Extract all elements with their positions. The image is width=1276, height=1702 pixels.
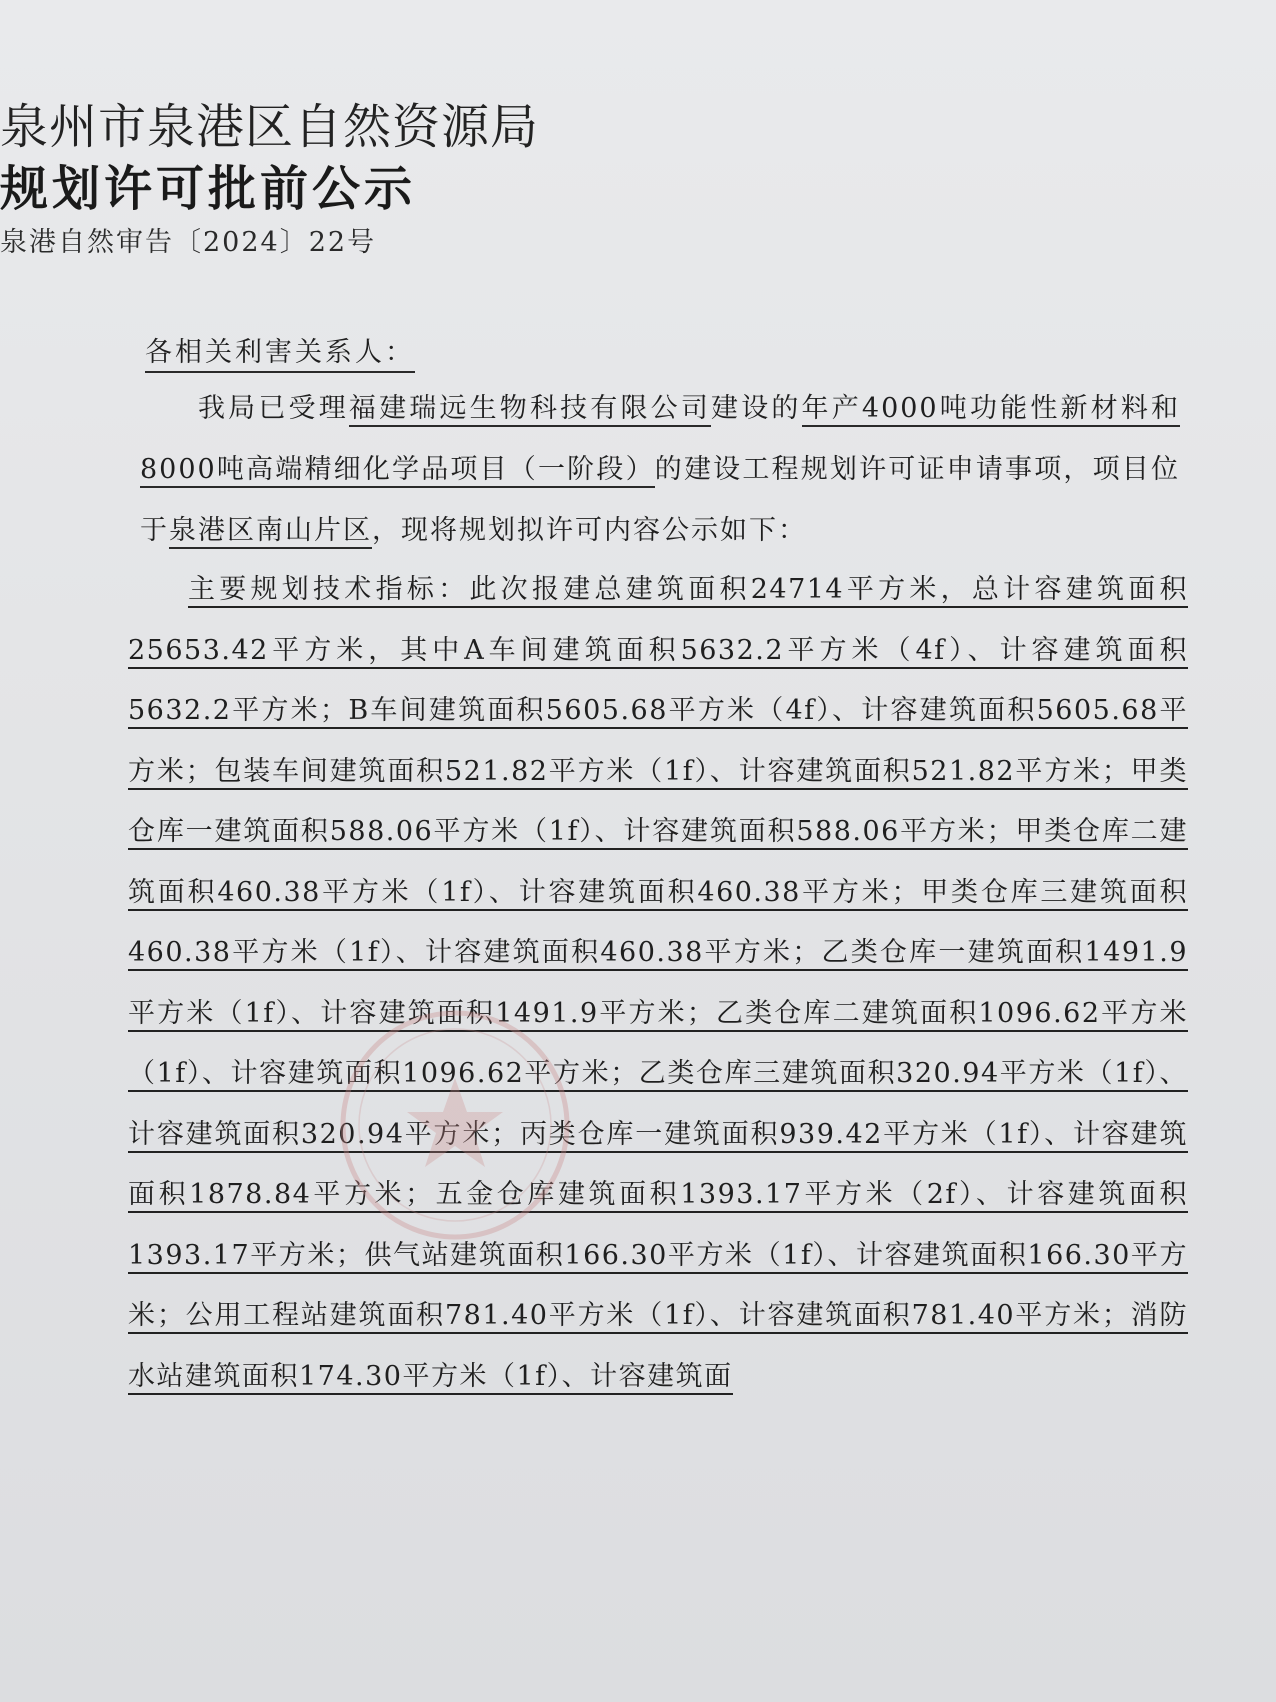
project-name: 年产4000吨功能性新材料和8000吨高端精细化学品项目（一阶段）	[140, 393, 1180, 488]
official-seal-stamp	[330, 1000, 580, 1250]
intro-text-b: 建设的	[711, 393, 802, 424]
intro-text-d: ，现将规划拟许可内容公示如下：	[372, 515, 807, 546]
intro-text-a: 我局已受理	[198, 393, 349, 424]
intro-text-c: 的建设工程规划许可证申请事项，项目位于	[140, 454, 1181, 546]
technical-indicators-text: 主要规划技术指标：此次报建总建筑面积24714平方米，总计容建筑面积25653.42平方米，其中A车间建筑面积5632.2平方米（4f）、计容建筑面积5632.2平方米；B车间建筑面积5605.68平方米（4f）、计容建筑面积5605.68平方米；包装车间建筑面积521.82平方米（1f）、计容建筑面积521.82平方米；甲类仓库一建筑面积588.06平方米（1f）、计容建筑面积588.06平方米；甲类仓库二建筑面积460.38平方米（1f）、计容建筑面积460.38平方米；甲类仓库三建筑面积460.38平方米（1f）、计容建筑面积460.38平方米；乙类仓库一建筑面积1491.9平方米（1f）、计容建筑面积1491.9平方米；乙类仓库二建筑面积1096.62平方米（1f）、计容建筑面积1096.62平方米；乙类仓库三建筑面积320.94平方米（1f）、计容建筑面积320.94平方米；丙类仓库一建筑面积939.42平方米（1f）、计容建筑面积1878.84平方米；五金仓库建筑面积1393.17平方米（2f）、计容建筑面积1393.17平方米；供气站建筑面积166.30平方米（1f）、计容建筑面积166.30平方米；公用工程站建筑面积781.40平方米（1f）、计容建筑面积781.40平方米；消防水站建筑面积174.30平方米（1f）、计容建筑面	[128, 574, 1188, 1395]
document-number: 泉港自然审告〔2024〕22号	[0, 227, 377, 258]
project-location: 泉港区南山片区	[169, 515, 372, 549]
intro-paragraph	[140, 378, 1180, 561]
technical-indicators-paragraph	[128, 560, 1188, 1407]
salutation: 各相关利害关系人：	[145, 330, 415, 373]
applicant-company: 福建瑞远生物科技有限公司	[349, 393, 711, 427]
notice-title: 规划许可批前公示	[0, 161, 417, 217]
agency-name: 泉州市泉港区自然资源局	[0, 99, 540, 155]
